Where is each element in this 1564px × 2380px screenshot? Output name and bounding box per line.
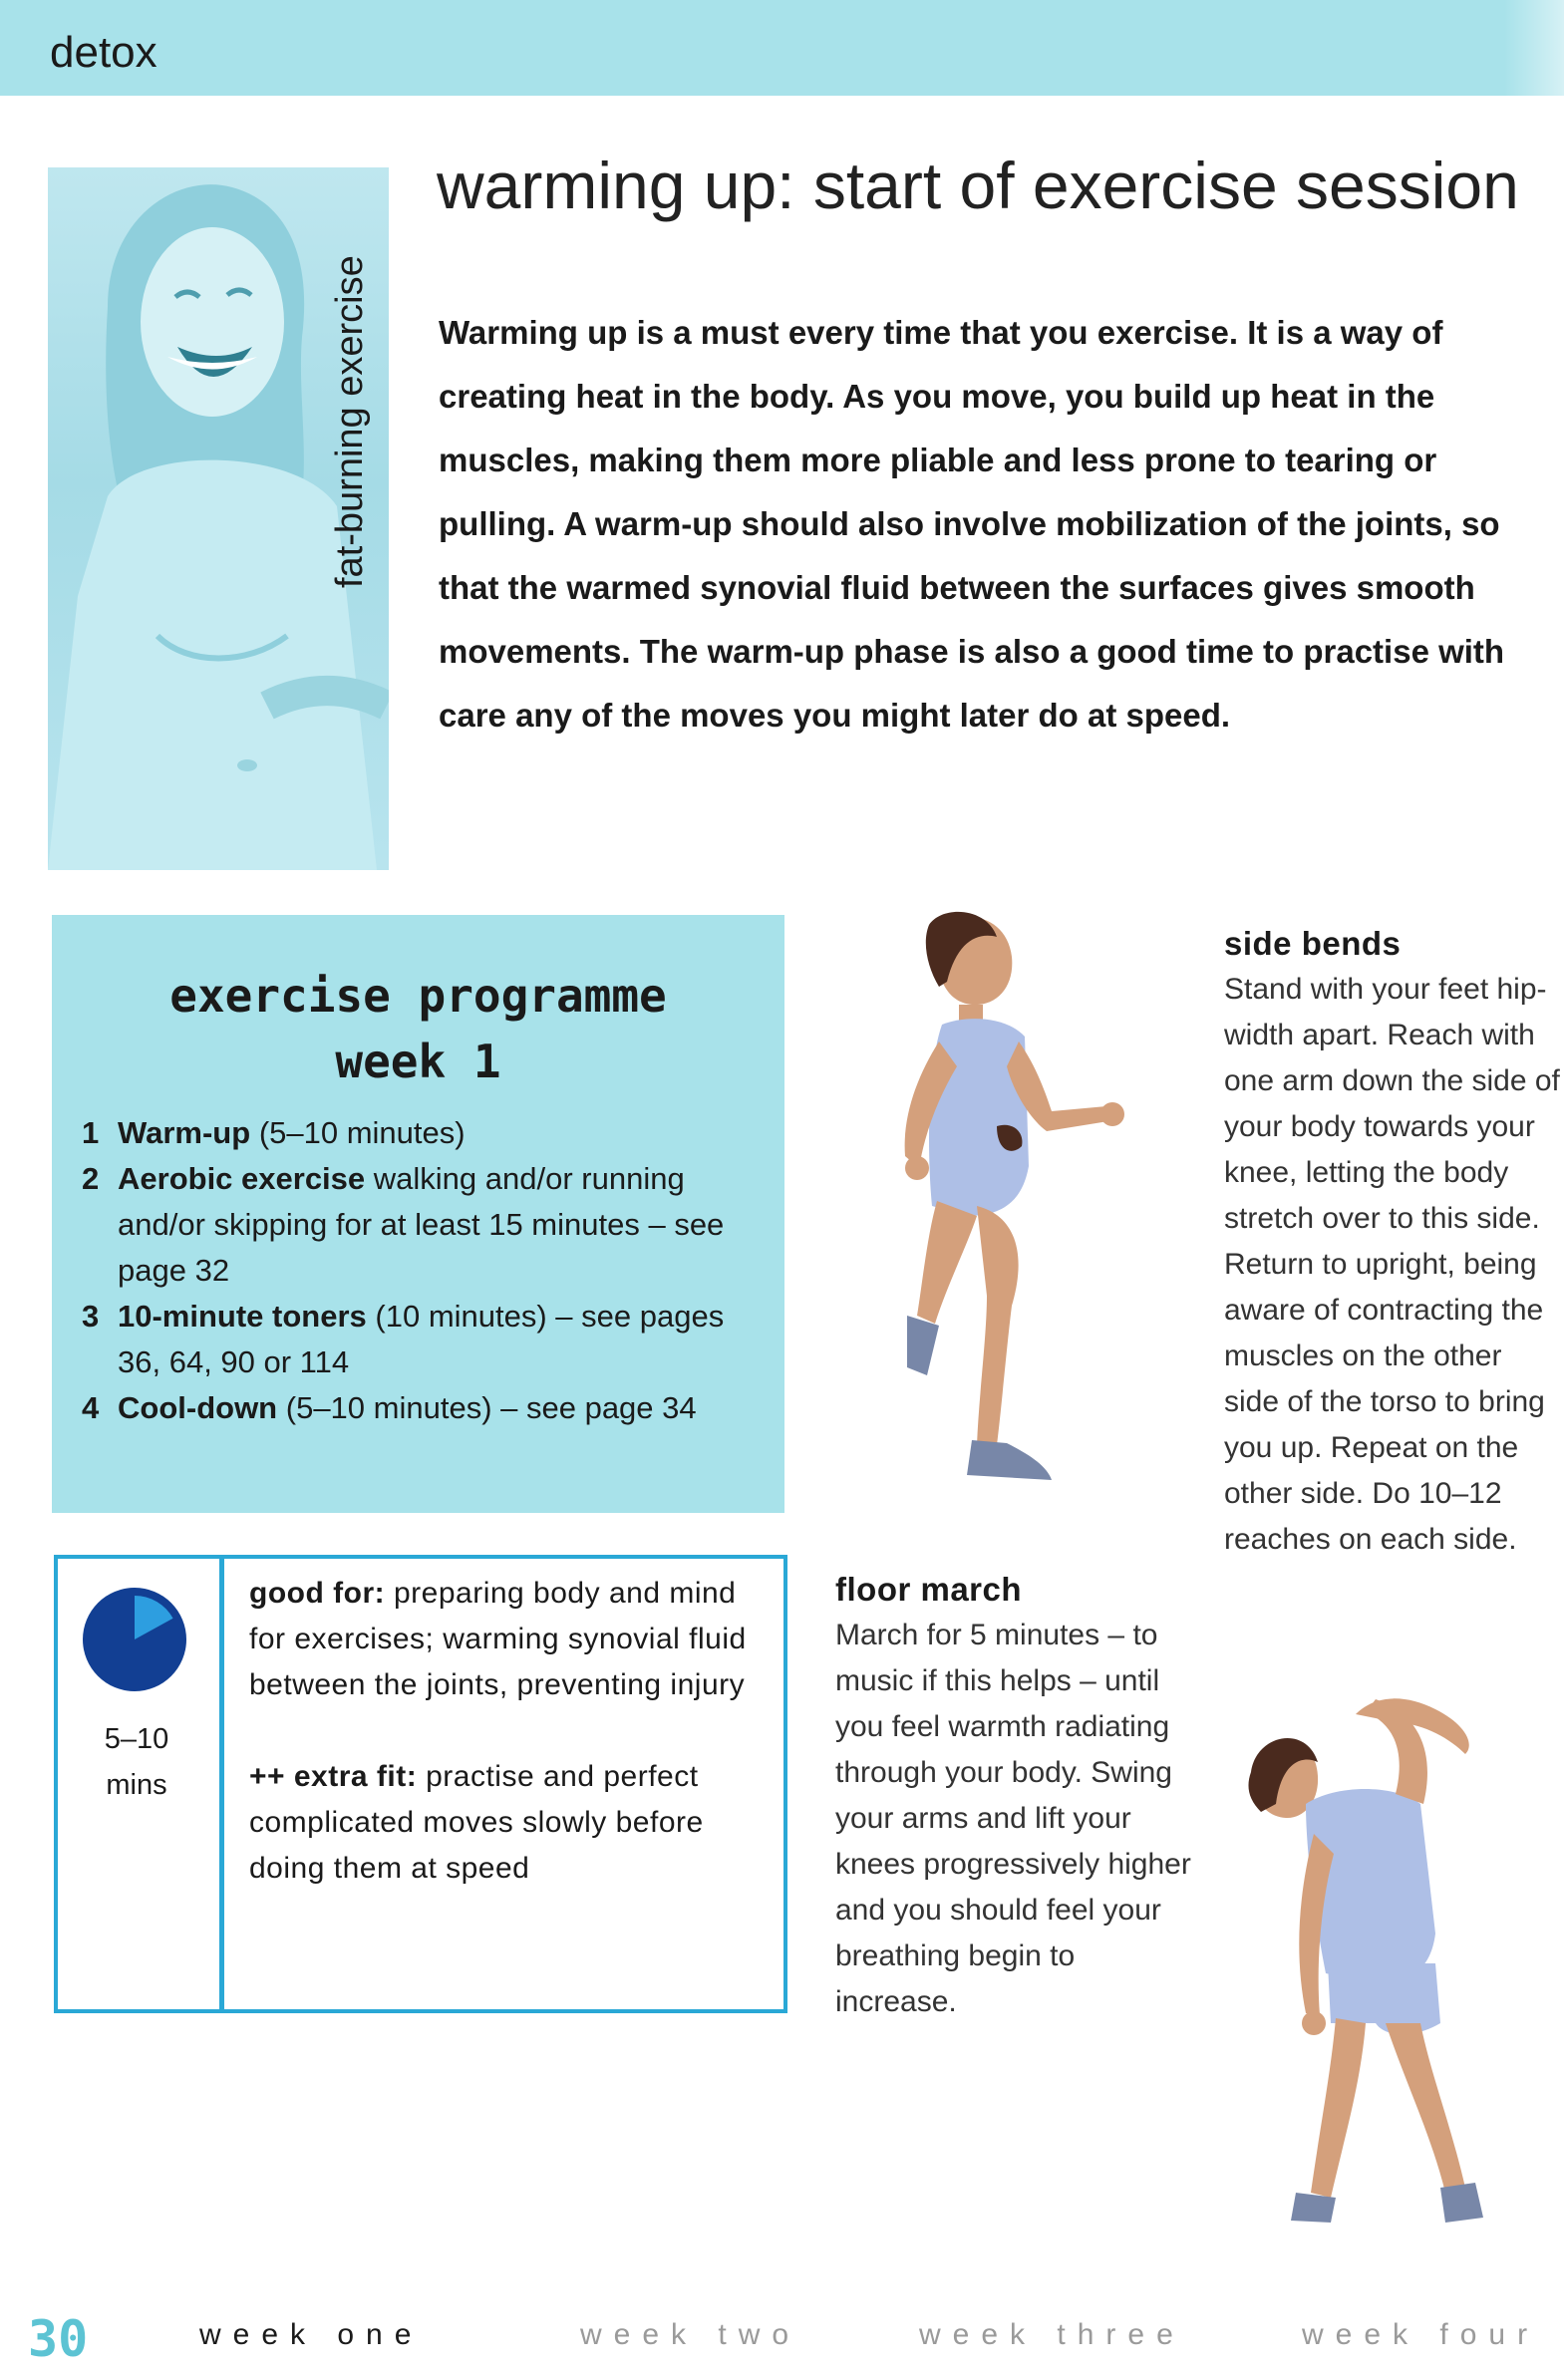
section-label: detox (50, 28, 157, 77)
nav-week-four[interactable]: week four (1302, 2318, 1540, 2351)
programme-item-number: 4 (82, 1390, 100, 1425)
nav-week-two[interactable]: week two (580, 2318, 801, 2351)
extra-fit-text: practise and perfect complicated moves slowly before doing them at speed (249, 1760, 704, 1885)
programme-item-number: 2 (82, 1161, 100, 1196)
floor-march-figure (847, 907, 1146, 1505)
good-for-label: good for: (249, 1577, 386, 1610)
programme-item-detail: walking and/or running and/or skipping for at least 15 minutes – see page 32 (118, 1161, 725, 1288)
programme-item-name: Aerobic exercise (118, 1161, 366, 1196)
programme-item-name: 10-minute toners (118, 1299, 367, 1334)
side-bends-figure (1236, 1694, 1564, 2252)
programme-item-detail: (5–10 minutes) – see page 34 (285, 1390, 697, 1425)
programme-title-line2: week 1 (335, 1035, 501, 1088)
side-bends-heading: side bends (1224, 925, 1402, 962)
header-edge (1504, 0, 1564, 96)
programme-item-name: Cool-down (118, 1390, 278, 1425)
duration-range: 5–10 (104, 1723, 169, 1755)
programme-item (82, 1110, 770, 1156)
good-for-text: preparing body and mind for exercises; warming synovial fluid between the joints, preventing injury (249, 1577, 747, 1701)
programme-item (82, 1385, 770, 1431)
intro-paragraph: Warming up is a must every time that you exercise. It is a way of creating heat in the body. As you move, you build up heat in the muscles, making them more pliable and less prone to tearing or pulling. A warm-up should also involve mobilization of the joints, so that the warmed synovial fluid between the surfaces gives smooth movements. The warm-up phase is also a good time to practise with care any of the moves you might later do at speed. (439, 314, 1505, 734)
programme-item-number: 1 (82, 1115, 100, 1150)
programme-item-detail: (5–10 minutes) (258, 1115, 466, 1150)
clock-icon (82, 1587, 187, 1692)
vertical-section-label: fat-burning exercise (329, 255, 371, 588)
floor-march-heading: floor march (835, 1571, 1023, 1608)
programme-item-number: 3 (82, 1299, 100, 1334)
programme-item (82, 1156, 770, 1294)
info-box-divider (219, 1555, 224, 2013)
info-text (249, 1571, 768, 1892)
page-title: warming up: start of exercise session (437, 149, 1519, 222)
side-bends-text: Stand with your feet hip-width apart. Reach with one arm down the side of your body towards your knee, letting the body stretch over to this side. Return to upright, being aware of contracting the muscles on the other side of the torso to bring you up. Repeat on the other side. Do 10–12 reaches on each side. (1224, 973, 1560, 1556)
good-for-block (249, 1571, 768, 1708)
extra-fit-label: ++ extra fit: (249, 1760, 418, 1793)
programme-item-name: Warm-up (118, 1115, 251, 1150)
header-band (0, 0, 1564, 96)
duration-label (80, 1716, 193, 1808)
nav-week-one[interactable]: week one (199, 2318, 424, 2351)
duration-unit: mins (106, 1769, 167, 1801)
floor-march-text: March for 5 minutes – to music if this helps – until you feel warmth radiating through your body. Swing your arms and lift your knees progressively higher and you should feel your breathing begin to increase. (835, 1619, 1191, 2018)
programme-title-line1: exercise programme (169, 969, 667, 1023)
programme-list (82, 1110, 770, 1431)
extra-fit-block (249, 1754, 768, 1892)
programme-item-detail: (10 minutes) – see pages 36, 64, 90 or 114 (118, 1299, 725, 1379)
programme-title (52, 963, 784, 1094)
nav-week-three[interactable]: week three (919, 2318, 1185, 2351)
page-number: 30 (28, 2310, 89, 2368)
programme-item (82, 1294, 770, 1385)
